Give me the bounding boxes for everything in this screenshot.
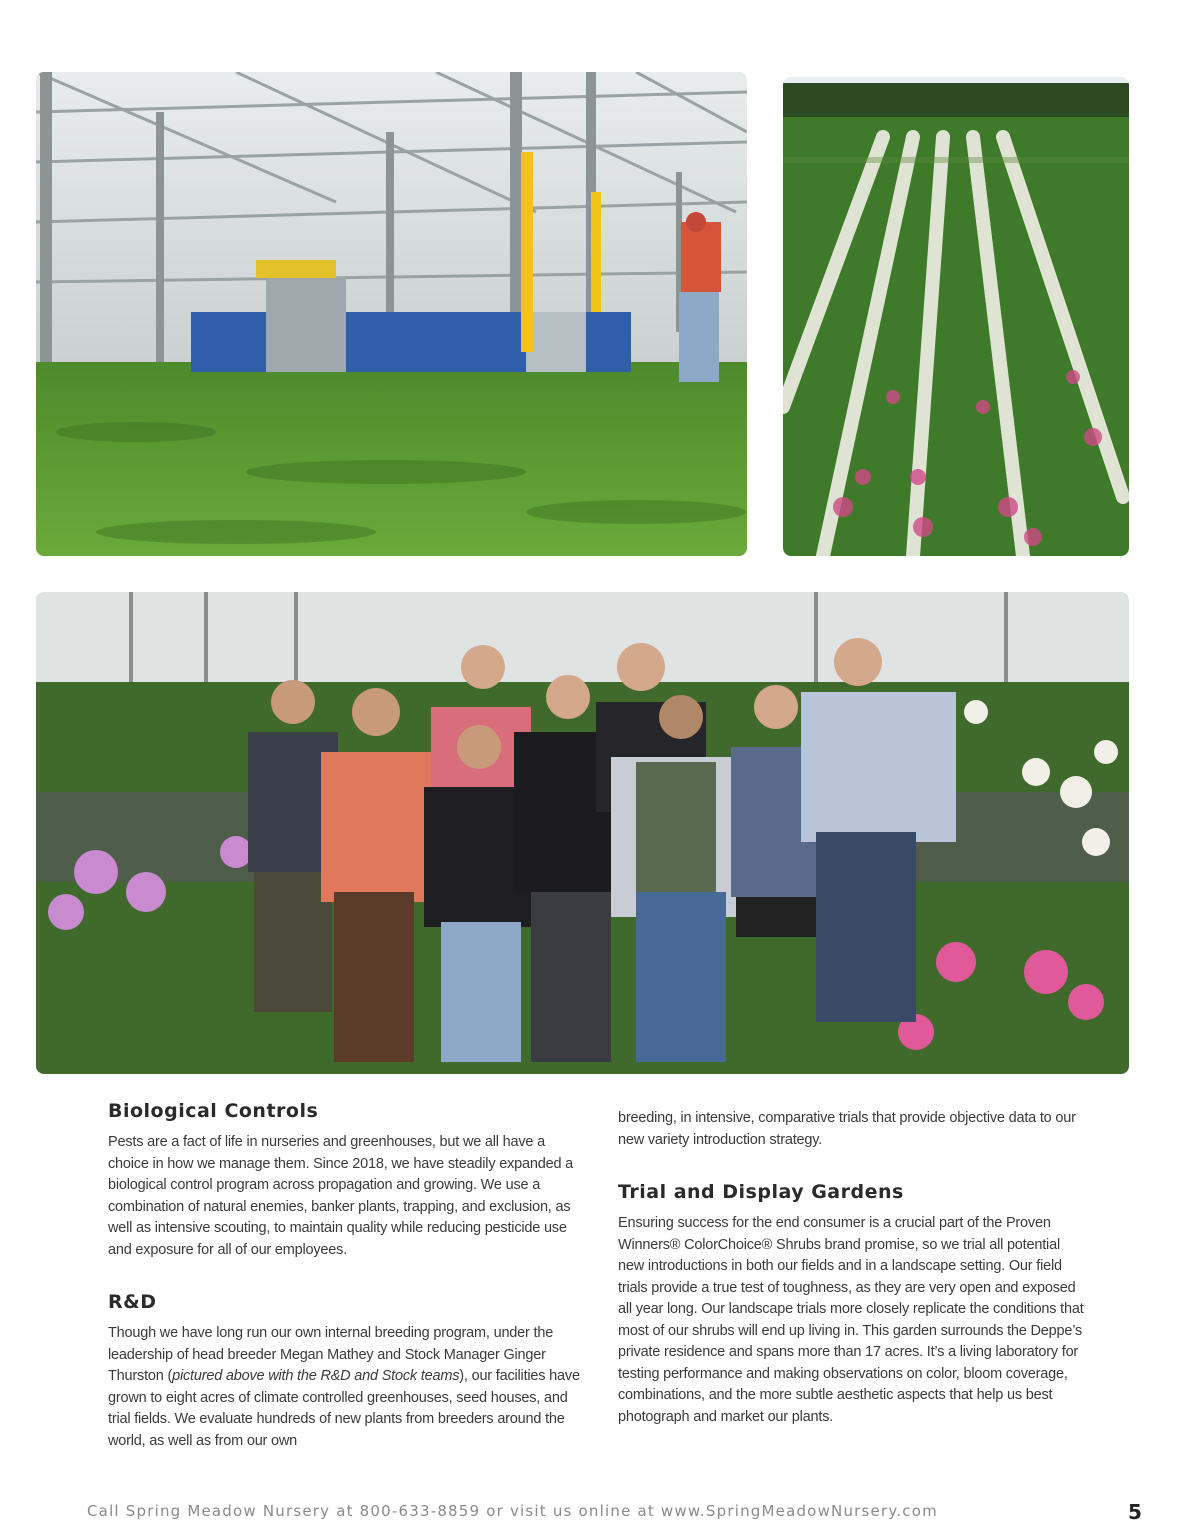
section-body: Pests are a fact of life in nurseries and greenhouses, but we all have a choice in how we manage them. Since 2018, we have steadily expanded a biological control program across propagation and growing. We use a combination of natural enemies, banker plants, trapping, and exclusion, as well as intensive scouting, to maintain quality while reducing pesticide use and exposure for all of our employees.: [108, 1134, 574, 1258]
photo-caption-reference: pictured above with the R&D and Stock teams: [172, 1368, 460, 1384]
body-text: Though we have long run our own internal breeding program, under the leadership of head breeder Megan Mathey and Stock Manager Ginger Thurston (: [108, 1325, 554, 1384]
section-biological-controls: [108, 1100, 588, 1261]
section-heading: R&D: [108, 1291, 157, 1313]
section-heading: Trial and Display Gardens: [618, 1181, 904, 1203]
greenhouse-illustration: [36, 72, 747, 556]
section-rd: [108, 1291, 588, 1452]
section-body: Ensuring success for the end consumer is a crucial part of the Proven Winners® ColorChoice® Shrubs brand promise, so we trial all potential new introductions in both our fields and in a landscape setting. Our field trials provide a true test of toughness, as they are very open and exposed all year long. Our landscape trials more closely replicate the conditions that most of our shrubs will end up living in. This garden surrounds the Deppe’s private residence and spans more than 17 acres. It’s a living laboratory for testing performance and making observations on color, bloom coverage, combinations, and the more subtle aesthetic aspects that help us best photograph and market our plants.: [618, 1215, 1084, 1425]
section-rd-continued: [618, 1108, 1088, 1151]
section-trial-gardens: [618, 1181, 1088, 1428]
page-footer: [0, 1500, 1200, 1524]
team-photo: [36, 592, 1129, 1074]
footer-contact-text: Call Spring Meadow Nursery at 800-633-8859 or visit us online at www.SpringMeadowNursery.com: [87, 1502, 938, 1520]
page-number: 5: [1128, 1500, 1142, 1524]
greenhouse-photo: [36, 72, 747, 556]
team-illustration: [36, 592, 1129, 1074]
body-text: ), our facilities have grown to eight acres of climate controlled greenhouses, seed houses, and trial fields. We evaluate hundreds of new plants from breeders around the world, as well as from our own: [108, 1368, 580, 1449]
field-photo: [783, 77, 1129, 556]
section-body: breeding, in intensive, comparative trials that provide objective data to our new variety introduction strategy.: [618, 1110, 1076, 1148]
left-column: [108, 1100, 588, 1482]
section-body: [108, 1323, 588, 1452]
right-column: [618, 1108, 1088, 1458]
section-heading: Biological Controls: [108, 1100, 319, 1122]
field-illustration: [783, 77, 1129, 556]
